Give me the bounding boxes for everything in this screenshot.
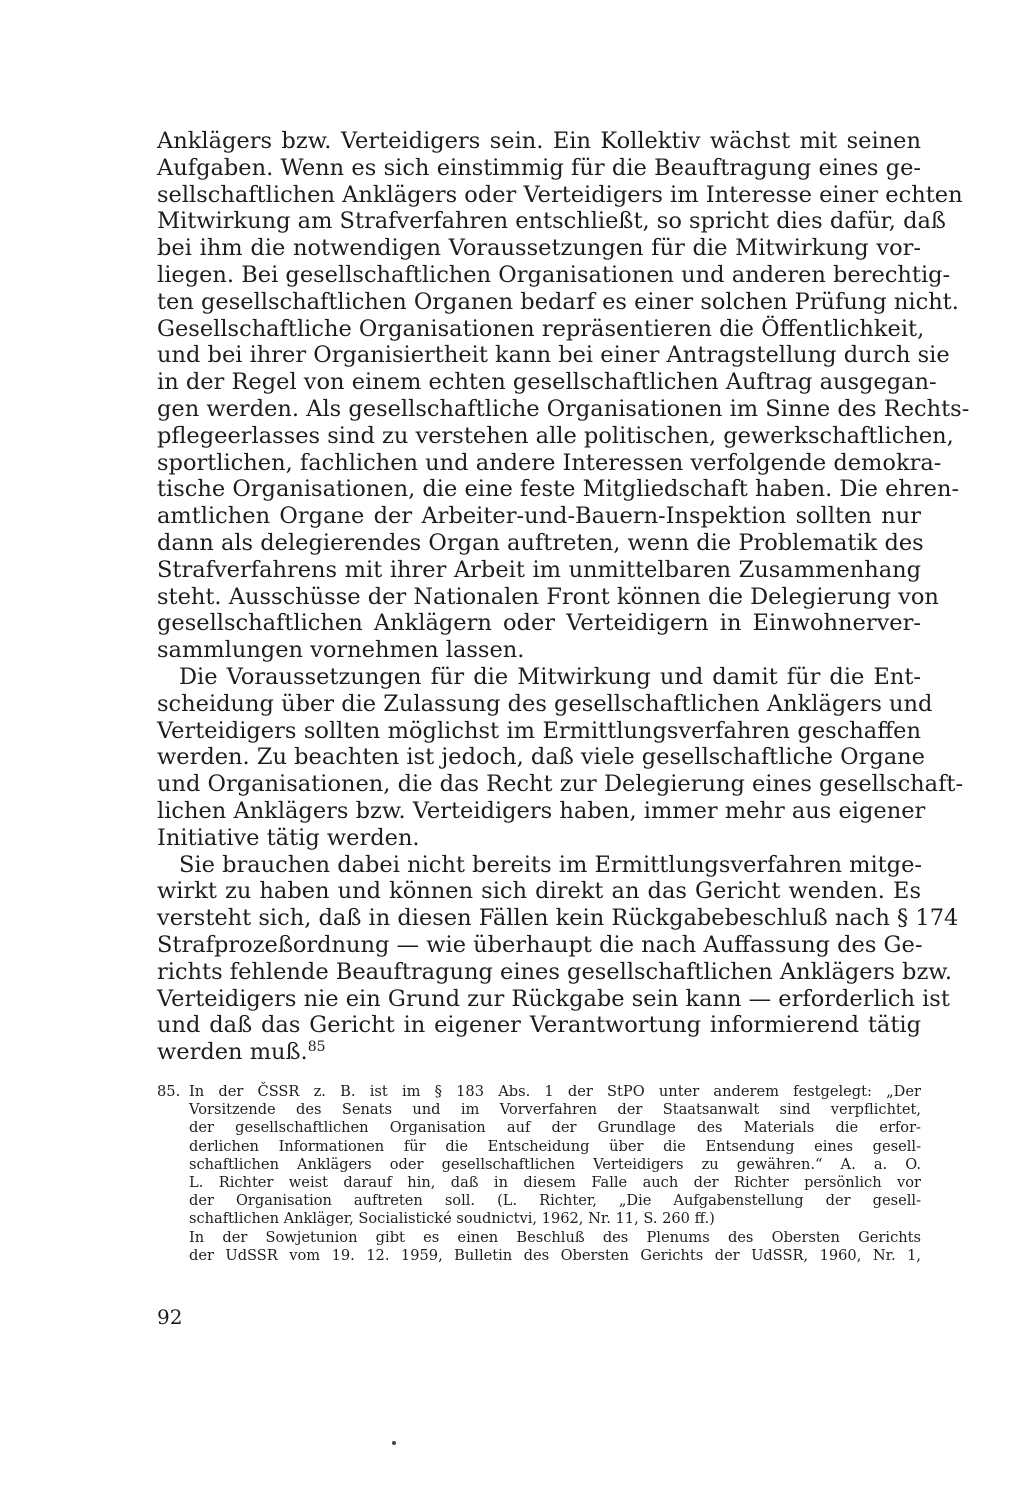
paragraph-1 xyxy=(157,128,970,664)
text-line: tische Organisationen, die eine feste Mitgliedschaft haben. Die ehren- xyxy=(157,476,960,503)
footnote-line: Vorsitzende des Senats und im Vorverfahren der Staatsanwalt sind verpflichtet, xyxy=(189,1101,921,1119)
footnote-line: schaftlichen Ankläger, Socialistické soudnictvi, 1962, Nr. 11, S. 260 ff.) xyxy=(189,1210,715,1228)
text-line: gesellschaftlichen Anklägern oder Verteidigern in Einwohnerver- xyxy=(157,610,921,637)
footnote-line: der gesellschaftlichen Organisation auf der Grundlage des Materials die erfor- xyxy=(189,1119,921,1137)
footnote-line: derlichen Informationen für die Entscheidung über die Entsendung eines gesell- xyxy=(189,1137,921,1155)
text-line: Gesellschaftliche Organisationen repräsentieren die Öffentlichkeit, xyxy=(157,315,925,342)
text-line: und bei ihrer Organisiertheit kann bei einer Antragstellung durch sie xyxy=(157,342,950,369)
paragraph-2 xyxy=(157,663,964,852)
text-line: pflegeerlasses sind zu verstehen alle politischen, gewerkschaftlichen, xyxy=(157,422,954,449)
text-line: Sie brauchen dabei nicht bereits im Ermittlungsverfahren mitge- xyxy=(179,851,923,878)
text-line: Verteidigers sollten möglichst im Ermittlungsverfahren geschaffen xyxy=(157,717,921,744)
paper-speck xyxy=(392,1441,396,1445)
text-line: Anklägers bzw. Verteidigers sein. Ein Kollektiv wächst mit seinen xyxy=(157,128,921,154)
footnote-text: In der ČSSR z. B. ist im § 183 Abs. 1 der StPO unter anderem festgelegt: „Der xyxy=(189,1083,921,1100)
footnote-number: 85. xyxy=(157,1083,181,1100)
paragraph-3 xyxy=(157,851,959,1066)
footnote-line: L. Richter weist darauf hin, daß in diesem Falle auch der Richter persönlich vor xyxy=(189,1173,921,1191)
text-line: dann als delegierendes Organ auftreten, wenn die Problematik des xyxy=(157,529,924,556)
text-line: wirkt zu haben und können sich direkt an das Gericht wenden. Es xyxy=(157,878,921,905)
footnote-line: der Organisation auftreten soll. (L. Richter, „Die Aufgabenstellung der gesell- xyxy=(189,1192,921,1210)
text-line: sellschaftlichen Anklägers oder Verteidigers im Interesse einer echten xyxy=(157,181,963,208)
text-line: Strafverfahrens mit ihrer Arbeit im unmittelbaren Zusammenhang xyxy=(157,556,921,583)
text-line: scheidung über die Zulassung des gesellschaftlichen Anklägers und xyxy=(157,690,933,717)
text-line: werden muß. xyxy=(157,1039,308,1066)
text-line: Verteidigers nie ein Grund zur Rückgabe sein kann — erforderlich ist xyxy=(157,985,950,1012)
footnote-line: schaftlichen Anklägers oder gesellschaftlichen Verteidigers zu gewähren.“ A. a. O. xyxy=(189,1155,921,1173)
body-text xyxy=(157,128,970,1066)
text-line: sportlichen, fachlichen und andere Interessen verfolgende demokra- xyxy=(157,449,942,476)
text-line: amtlichen Organe der Arbeiter-und-Bauern-Inspektion sollten nur xyxy=(157,503,921,530)
text-line: liegen. Bei gesellschaftlichen Organisationen und anderen berechtig- xyxy=(157,261,951,288)
text-line: gen werden. Als gesellschaftliche Organisationen im Sinne des Rechts- xyxy=(157,395,970,422)
text-line: Aufgaben. Wenn es sich einstimmig für die Beauftragung eines ge- xyxy=(157,154,921,181)
footnote-line xyxy=(157,1083,921,1101)
footnotes xyxy=(157,1083,921,1265)
text-line-with-footnote xyxy=(157,1039,921,1066)
text-line: ten gesellschaftlichen Organen bedarf es einer solchen Prüfung nicht. xyxy=(157,288,959,315)
text-line: und daß das Gericht in eigener Verantwortung informierend tätig xyxy=(157,1012,921,1039)
footnote-reference: 85 xyxy=(307,1039,326,1056)
text-line: versteht sich, daß in diesen Fällen kein Rückgabebeschluß nach § 174 xyxy=(157,905,959,932)
text-line: richts fehlende Beauftragung eines gesellschaftlichen Anklägers bzw. xyxy=(157,958,953,985)
text-line: bei ihm die notwendigen Voraussetzungen für die Mitwirkung vor- xyxy=(157,235,921,262)
footnote-line: In der Sowjetunion gibt es einen Beschluß des Plenums des Obersten Gerichts xyxy=(189,1228,921,1246)
text-line: Initiative tätig werden. xyxy=(157,824,420,851)
text-line: sammlungen vornehmen lassen. xyxy=(157,637,525,664)
footnote-line: der UdSSR vom 19. 12. 1959, Bulletin des Obersten Gerichts der UdSSR, 1960, Nr. 1, xyxy=(189,1246,921,1264)
page-number: 92 xyxy=(157,1305,183,1329)
text-line: Strafprozeßordnung — wie überhaupt die nach Auffassung des Ge- xyxy=(157,931,923,958)
text-line: steht. Ausschüsse der Nationalen Front können die Delegierung von xyxy=(157,583,939,610)
text-line: Die Voraussetzungen für die Mitwirkung und damit für die Ent- xyxy=(179,663,921,690)
text-line: Mitwirkung am Strafverfahren entschließt, so spricht dies dafür, daß xyxy=(157,208,946,235)
text-line: lichen Anklägers bzw. Verteidigers haben, immer mehr aus eigener xyxy=(157,797,926,824)
text-line: in der Regel von einem echten gesellschaftlichen Auftrag ausgegan- xyxy=(157,369,937,396)
text-line: und Organisationen, die das Recht zur Delegierung eines gesellschaft- xyxy=(157,771,964,798)
text-line: werden. Zu beachten ist jedoch, daß viele gesellschaftliche Organe xyxy=(157,744,925,771)
